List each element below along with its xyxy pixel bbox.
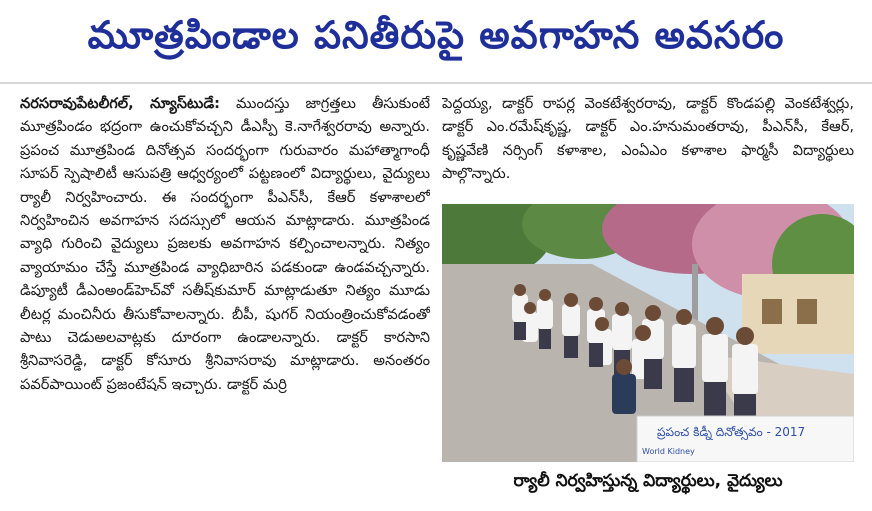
article-column-right	[442, 92, 854, 192]
article-column-left	[20, 92, 430, 502]
headline	[0, 0, 872, 80]
article-body-right: పెద్దయ్య, డాక్టర్‌ రాపర్ల వెంకటేశ్వరరావు, డాక్టర్‌ కొండపల్లి వెంకటేశ్వర్లు, డాక్టర్‌ ఎం.రమేష్‌కృష్ణ, డాక్టర్‌ ఎం.హనుమంతరావు, పీఎన్‌సీ, కేఆర్‌, కృష్ణవేణి నర్సింగ్‌ కళాశాల, ఎంఏఎం కళాశాల ఫార్మసీ విద్యార్థులు పాల్గొన్నారు.	[442, 95, 854, 183]
byline: నరసరావుపేటలీగల్‌, న్యూస్‌టుడే:	[20, 95, 220, 112]
banner-text: ప్రపంచ కిడ్నీ దినోత్సవం - 2017	[657, 425, 806, 439]
rally-photo	[442, 204, 854, 462]
banner-small-text: World Kidney	[642, 447, 695, 456]
caption-text: ర్యాలీ నిర్వహిస్తున్న విద్యార్థులు, వైద్యులు	[513, 471, 783, 491]
article-body-left: ముందస్తు జాగ్రత్తలు తీసుకుంటే మూత్రపిండం భద్రంగా ఉంచుకోవచ్చని డీఎస్పీ కె.నాగేశ్వరరావు అన్నారు. ప్రపంచ మూత్రపిండ దినోత్సవ సందర్భంగా గురువారం మహాత్మాగాంధీ సూపర్‌ స్పెషాలిటీ ఆసుపత్రి ఆధ్వర్యంలో పట్టణంలో విద్యార్థులు, వైద్యులు ర్యాలీ నిర్వహించారు. ఈ సందర్భంగా పీఎన్‌సీ, కేఆర్‌ కళాశాలలో నిర్వహించిన అవగాహన సదస్సులో ఆయన మాట్లాడారు. మూత్రపిండ వ్యాధి గురించి వైద్యులు ప్రజలకు అవగాహన కల్పించాలన్నారు. నిత్యం వ్యాయామం చేస్తే మూత్రపిండ వ్యాధిబారిన పడకుండా ఉండవచ్చన్నారు. డిప్యూటీ డీఎంఅండ్‌హెచ్‌వో సతీష్‌కుమార్‌ మాట్లాడుతూ నిత్యం మూడు లీటర్ల మంచినీరు తీసుకోవాలన్నారు. బీపీ, షుగర్‌ నియంత్రించుకోవడంతో పాటు చెడుఅలవాట్లకు దూరంగా ఉండాలన్నారు. డాక్టర్‌ కారసాని శ్రీనివాసరెడ్డి, డాక్టర్‌ కోసూరు శ్రీనివాసరావు మాట్లాడారు. అనంతరం పవర్‌పాయింట్‌ ప్రజంటేషన్‌ ఇచ్చారు. డాక్టర్‌ మర్రి	[20, 95, 430, 393]
headline-text: మూత్రపిండాల పనితీరుపై అవగాహన అవసరం	[87, 13, 785, 57]
headline-divider	[0, 82, 872, 84]
rally-photo-illustration	[442, 204, 854, 462]
photo-caption	[442, 466, 854, 500]
